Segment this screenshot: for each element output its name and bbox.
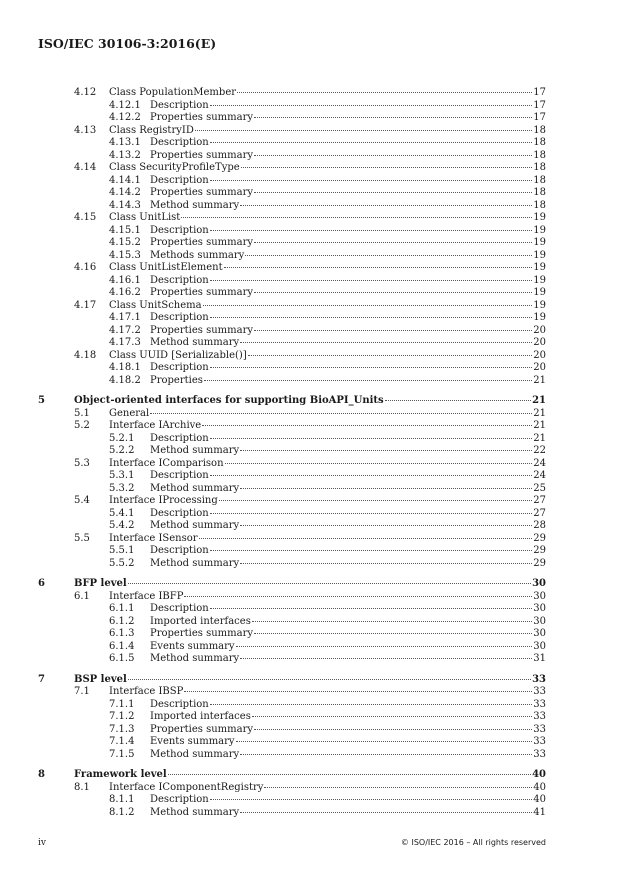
toc-entry[interactable]: [38, 337, 546, 350]
dot-leader: [210, 799, 533, 800]
toc-entry-page: 17: [533, 87, 546, 98]
toc-entry-number: 4.15: [74, 212, 97, 223]
toc-entry-page: 29: [533, 557, 546, 569]
toc-entry-title: Description: [150, 312, 209, 323]
toc-entry-page: 33: [533, 711, 546, 722]
dot-leader: [225, 463, 533, 464]
toc-entry-page: 24: [533, 470, 546, 481]
toc-entry-title: Method summary: [150, 653, 240, 664]
toc-entry[interactable]: [38, 749, 546, 762]
toc-entry-page: 17: [533, 99, 546, 111]
toc-entry-number: 4.13.2: [109, 149, 141, 161]
toc-entry[interactable]: [38, 653, 546, 666]
toc-entry-title: Description: [150, 603, 209, 614]
toc-entry-page: 17: [533, 112, 546, 123]
toc-entry-page: 19: [533, 299, 546, 311]
toc-entry-title: Description: [150, 698, 209, 710]
toc-entry[interactable]: [38, 433, 546, 446]
toc-entry-number: 7.1.1: [109, 698, 135, 710]
toc-entry[interactable]: [38, 162, 546, 175]
dot-leader: [240, 488, 532, 489]
toc-entry-title: Method summary: [150, 199, 240, 211]
dot-leader: [210, 367, 533, 368]
toc-entry[interactable]: [38, 483, 546, 496]
toc-entry-title: Description: [150, 545, 209, 556]
dot-leader: [252, 716, 532, 717]
toc-entry-page: 22: [533, 445, 546, 456]
toc-entry-title: Description: [150, 224, 209, 236]
toc-entry-title: Method summary: [150, 482, 240, 494]
toc-entry[interactable]: [38, 250, 546, 263]
toc-entry-title: Properties summary: [150, 287, 254, 298]
toc-entry-page: 30: [533, 603, 546, 614]
toc-entry-title: Properties summary: [150, 149, 254, 161]
toc-entry-page: 19: [533, 224, 546, 236]
toc-entry-number: 4.18: [74, 349, 97, 361]
toc-entry-number: 7.1.4: [109, 736, 135, 747]
toc-entry-title: Object-oriented interfaces for supporting BioAPI_Units: [74, 395, 384, 406]
toc-entry-number: 6: [38, 578, 45, 589]
toc-entry-title: Class PopulationMember: [109, 87, 237, 98]
toc-entry-title: General: [109, 407, 150, 419]
toc-entry-title: BSP level: [74, 673, 127, 685]
toc-entry[interactable]: [38, 699, 546, 712]
toc-entry-page: 24: [533, 457, 546, 469]
dot-leader: [240, 525, 532, 526]
dot-leader: [385, 400, 531, 401]
dot-leader: [210, 438, 533, 439]
toc-entry-title: Method summary: [150, 445, 240, 456]
dot-leader: [202, 425, 532, 426]
toc-entry-number: 5.3: [74, 457, 90, 469]
toc-entry-number: 5.5.2: [109, 557, 135, 569]
toc-entry[interactable]: [38, 470, 546, 483]
toc-entry[interactable]: [38, 591, 546, 604]
dot-leader: [254, 192, 532, 193]
toc-entry-title: Description: [150, 362, 209, 373]
toc-entry-title: Class UnitList: [109, 212, 181, 223]
toc-entry-number: 8: [38, 769, 45, 780]
toc-entry[interactable]: [38, 212, 546, 225]
toc-entry-page: 21: [533, 432, 546, 444]
toc-entry-number: 7.1.5: [109, 748, 135, 760]
toc-entry-page: 28: [533, 520, 546, 531]
toc-entry-number: 8.1.2: [109, 806, 135, 818]
toc-entry-title: Properties summary: [150, 237, 254, 248]
toc-entry[interactable]: [38, 628, 546, 641]
toc-entry[interactable]: [38, 87, 546, 100]
toc-entry-title: Class RegistryID: [109, 124, 194, 136]
toc-entry-number: 4.14.2: [109, 187, 141, 198]
toc-entry-title: Class UnitSchema: [109, 299, 202, 311]
toc-entry-title: Imported interfaces: [150, 711, 251, 722]
dot-leader: [204, 380, 532, 381]
toc-entry[interactable]: [38, 395, 546, 408]
toc-entry-number: 4.15.3: [109, 249, 141, 261]
toc-entry[interactable]: [38, 225, 546, 238]
toc-entry-page: 33: [533, 686, 546, 697]
toc-entry-title: Method summary: [150, 520, 240, 531]
toc-entry-title: BFP level: [74, 578, 127, 589]
toc-entry[interactable]: [38, 375, 546, 388]
toc-entry[interactable]: [38, 350, 546, 363]
toc-entry-page: 21: [533, 374, 546, 386]
toc-entry[interactable]: [38, 508, 546, 521]
toc-entry-number: 4.12: [74, 87, 97, 98]
toc-entry-title: Description: [150, 432, 209, 444]
toc-entry[interactable]: [38, 520, 546, 533]
toc-entry[interactable]: [38, 711, 546, 724]
toc-entry-page: 19: [533, 249, 546, 261]
dot-leader: [210, 142, 533, 143]
toc-entry-page: 30: [533, 590, 546, 602]
dot-leader: [240, 812, 532, 813]
toc-entry[interactable]: [38, 200, 546, 213]
toc-entry-title: Description: [150, 470, 209, 481]
toc-entry-page: 40: [533, 794, 546, 805]
toc-entry-title: Interface IBFP: [109, 590, 184, 602]
dot-leader: [240, 658, 532, 659]
toc-entry-number: 6.1.3: [109, 628, 135, 639]
dot-leader: [210, 105, 533, 106]
toc-entry-page: 21: [533, 420, 546, 431]
toc-entry-title: Interface IComparison: [109, 457, 224, 469]
dot-leader: [210, 230, 533, 231]
toc-entry-page: 33: [533, 736, 546, 747]
document-header: ISO/IEC 30106-3:2016(E): [38, 36, 217, 51]
toc-entry-title: Description: [150, 99, 209, 111]
toc-entry[interactable]: [38, 408, 546, 421]
toc-entry[interactable]: [38, 495, 546, 508]
toc-entry[interactable]: [38, 736, 546, 749]
dot-leader: [219, 500, 532, 501]
toc-entry[interactable]: [38, 674, 546, 687]
toc-entry-number: 4.12.2: [109, 112, 141, 123]
dot-leader: [210, 704, 533, 705]
toc-entry[interactable]: [38, 300, 546, 313]
toc-entry[interactable]: [38, 545, 546, 558]
toc-entry-number: 4.13.1: [109, 137, 141, 148]
dot-leader: [264, 787, 532, 788]
toc-entry-page: 30: [532, 578, 546, 589]
dot-leader: [240, 563, 532, 564]
dot-leader: [254, 330, 532, 331]
toc-entry[interactable]: [38, 100, 546, 113]
dot-leader: [210, 280, 533, 281]
toc-entry-number: 5: [38, 395, 45, 406]
toc-entry-number: 7.1.3: [109, 723, 135, 735]
toc-entry-title: Imported interfaces: [150, 615, 251, 627]
toc-entry-number: 6.1.5: [109, 653, 135, 664]
toc-entry-number: 4.15.1: [109, 224, 141, 236]
toc-entry-title: Events summary: [150, 640, 235, 652]
toc-entry-title: Description: [150, 137, 209, 148]
toc-entry-page: 18: [533, 162, 546, 173]
toc-entry[interactable]: [38, 769, 546, 782]
toc-entry-number: 5.4.1: [109, 507, 135, 519]
toc-entry-number: 5.4: [74, 495, 90, 506]
toc-entry[interactable]: [38, 458, 546, 471]
toc-entry-page: 20: [533, 337, 546, 348]
dot-leader: [254, 117, 532, 118]
toc-entry-number: 5.4.2: [109, 520, 135, 531]
toc-entry[interactable]: [38, 445, 546, 458]
toc-entry-number: 5.1: [74, 407, 90, 419]
dot-leader: [237, 92, 532, 93]
toc-entry-page: 33: [533, 748, 546, 760]
toc-entry-number: 4.16.1: [109, 274, 141, 286]
toc-entry-title: Interface ISensor: [109, 532, 198, 544]
toc-entry-title: Class UUID [Serializable()]: [109, 349, 247, 361]
toc-entry-number: 7: [38, 673, 45, 685]
table-of-contents: [38, 87, 546, 819]
toc-entry-title: Methods summary: [150, 249, 245, 261]
toc-entry-page: 20: [533, 362, 546, 373]
toc-entry-page: 18: [533, 174, 546, 186]
toc-entry-page: 18: [533, 199, 546, 211]
toc-entry[interactable]: [38, 641, 546, 654]
toc-entry-page: 31: [533, 653, 546, 664]
toc-entry-title: Framework level: [74, 769, 167, 780]
dot-leader: [128, 679, 531, 680]
dot-leader: [236, 741, 533, 742]
dot-leader: [203, 305, 533, 306]
dot-leader: [184, 691, 532, 692]
toc-entry[interactable]: [38, 312, 546, 325]
toc-entry-title: Properties summary: [150, 112, 254, 123]
toc-entry[interactable]: [38, 137, 546, 150]
toc-entry-title: Description: [150, 794, 209, 805]
toc-entry[interactable]: [38, 287, 546, 300]
toc-entry[interactable]: [38, 724, 546, 737]
dot-leader: [240, 450, 532, 451]
dot-leader: [210, 180, 533, 181]
toc-entry[interactable]: [38, 603, 546, 616]
toc-entry-number: 4.13: [74, 124, 97, 136]
dot-leader: [210, 550, 533, 551]
toc-entry-number: 8.1: [74, 781, 90, 793]
toc-entry-number: 7.1.2: [109, 711, 135, 722]
toc-entry-title: Method summary: [150, 557, 240, 569]
toc-entry-page: 19: [533, 274, 546, 286]
toc-entry-title: Method summary: [150, 337, 240, 348]
toc-entry[interactable]: [38, 112, 546, 125]
dot-leader: [168, 774, 531, 775]
toc-entry-number: 4.17.3: [109, 337, 141, 348]
toc-entry-number: 4.16.2: [109, 287, 141, 298]
toc-entry-number: 4.12.1: [109, 99, 141, 111]
toc-entry[interactable]: [38, 794, 546, 807]
toc-entry-page: 19: [533, 237, 546, 248]
toc-entry-number: 4.18.2: [109, 374, 141, 386]
toc-entry-number: 6.1: [74, 590, 90, 602]
toc-entry-title: Method summary: [150, 748, 240, 760]
toc-entry[interactable]: [38, 275, 546, 288]
toc-entry-number: 5.3.1: [109, 470, 135, 481]
dot-leader: [210, 317, 533, 318]
toc-entry-title: Description: [150, 174, 209, 186]
toc-entry[interactable]: [38, 237, 546, 250]
toc-entry[interactable]: [38, 325, 546, 338]
toc-entry-page: 25: [533, 482, 546, 494]
toc-entry-number: 4.14.3: [109, 199, 141, 211]
toc-entry-title: Interface IArchive: [109, 420, 202, 431]
toc-entry-number: 4.17: [74, 299, 97, 311]
dot-leader: [181, 217, 532, 218]
page-number: iv: [38, 838, 46, 848]
toc-entry-number: 4.17.2: [109, 324, 141, 336]
toc-entry[interactable]: [38, 420, 546, 433]
dot-leader: [252, 621, 532, 622]
dot-leader: [236, 646, 533, 647]
toc-entry-page: 33: [533, 698, 546, 710]
toc-entry-page: 19: [533, 262, 546, 273]
dot-leader: [248, 355, 533, 356]
toc-entry-title: Interface IBSP: [109, 686, 184, 697]
dot-leader: [128, 583, 531, 584]
dot-leader: [254, 242, 532, 243]
toc-entry[interactable]: [38, 175, 546, 188]
toc-entry-number: 6.1.4: [109, 640, 135, 652]
toc-entry-title: Method summary: [150, 806, 240, 818]
toc-entry-number: 4.15.2: [109, 237, 141, 248]
toc-entry-title: Properties: [150, 374, 203, 386]
dot-leader: [254, 292, 532, 293]
copyright-notice: © ISO/IEC 2016 – All rights reserved: [400, 838, 546, 847]
toc-entry[interactable]: [38, 782, 546, 795]
toc-entry[interactable]: [38, 578, 546, 591]
toc-entry-number: 5.2.2: [109, 445, 135, 456]
dot-leader: [241, 167, 533, 168]
toc-entry[interactable]: [38, 187, 546, 200]
toc-entry-title: Description: [150, 274, 209, 286]
toc-entry-page: 33: [532, 673, 546, 685]
toc-entry-page: 19: [533, 212, 546, 223]
toc-entry-page: 29: [533, 545, 546, 556]
toc-entry[interactable]: [38, 125, 546, 138]
toc-entry-number: 4.18.1: [109, 362, 141, 373]
dot-leader: [210, 475, 533, 476]
toc-entry-number: 4.16: [74, 262, 97, 273]
dot-leader: [199, 538, 533, 539]
toc-entry-page: 33: [533, 723, 546, 735]
toc-entry[interactable]: [38, 686, 546, 699]
toc-entry[interactable]: [38, 262, 546, 275]
toc-entry-page: 30: [533, 628, 546, 639]
toc-entry-page: 30: [533, 615, 546, 627]
toc-entry-page: 40: [533, 781, 546, 793]
dot-leader: [245, 255, 532, 256]
toc-entry-title: Properties summary: [150, 628, 254, 639]
toc-entry[interactable]: [38, 362, 546, 375]
toc-entry-page: 19: [533, 312, 546, 323]
toc-entry-number: 8.1.1: [109, 794, 135, 805]
toc-entry[interactable]: [38, 150, 546, 163]
toc-entry-page: 27: [533, 495, 546, 506]
dot-leader: [150, 413, 532, 414]
toc-entry-page: 40: [532, 769, 546, 780]
toc-entry-title: Interface IProcessing: [109, 495, 218, 506]
toc-entry-number: 4.14.1: [109, 174, 141, 186]
toc-entry-page: 27: [533, 507, 546, 519]
toc-entry-title: Properties summary: [150, 187, 254, 198]
toc-entry-title: Properties summary: [150, 723, 254, 735]
dot-leader: [254, 729, 532, 730]
toc-entry-number: 6.1.2: [109, 615, 135, 627]
toc-entry[interactable]: [38, 616, 546, 629]
dot-leader: [224, 267, 533, 268]
toc-entry-number: 5.2.1: [109, 432, 135, 444]
dot-leader: [195, 130, 532, 131]
dot-leader: [210, 608, 533, 609]
toc-entry-page: 20: [533, 349, 546, 361]
toc-entry-number: 7.1: [74, 686, 90, 697]
toc-entry-page: 20: [533, 324, 546, 336]
toc-entry-title: Properties summary: [150, 324, 254, 336]
toc-entry-title: Events summary: [150, 736, 235, 747]
toc-entry-number: 5.5: [74, 532, 90, 544]
toc-entry-number: 5.2: [74, 420, 90, 431]
toc-entry-number: 4.14: [74, 162, 97, 173]
toc-entry-page: 29: [533, 532, 546, 544]
toc-entry-title: Interface IComponentRegistry: [109, 781, 264, 793]
dot-leader: [240, 205, 532, 206]
toc-entry-number: 4.17.1: [109, 312, 141, 323]
toc-entry[interactable]: [38, 558, 546, 571]
dot-leader: [184, 596, 532, 597]
dot-leader: [254, 155, 532, 156]
toc-entry-number: 5.3.2: [109, 482, 135, 494]
toc-entry-page: 30: [533, 640, 546, 652]
toc-entry-page: 18: [533, 137, 546, 148]
toc-entry-page: 18: [533, 124, 546, 136]
dot-leader: [240, 754, 532, 755]
toc-entry-title: Class SecurityProfileType: [109, 162, 240, 173]
toc-entry-number: 5.5.1: [109, 545, 135, 556]
toc-entry[interactable]: [38, 807, 546, 820]
dot-leader: [210, 513, 533, 514]
toc-entry-number: 6.1.1: [109, 603, 135, 614]
toc-entry-page: 18: [533, 187, 546, 198]
toc-entry[interactable]: [38, 533, 546, 546]
toc-entry-page: 41: [533, 806, 546, 818]
toc-entry-title: Class UnitListElement: [109, 262, 223, 273]
toc-entry-page: 21: [533, 407, 546, 419]
toc-entry-page: 18: [533, 149, 546, 161]
dot-leader: [240, 342, 532, 343]
toc-entry-page: 19: [533, 287, 546, 298]
dot-leader: [254, 633, 532, 634]
toc-entry-title: Description: [150, 507, 209, 519]
toc-entry-page: 21: [532, 395, 546, 406]
